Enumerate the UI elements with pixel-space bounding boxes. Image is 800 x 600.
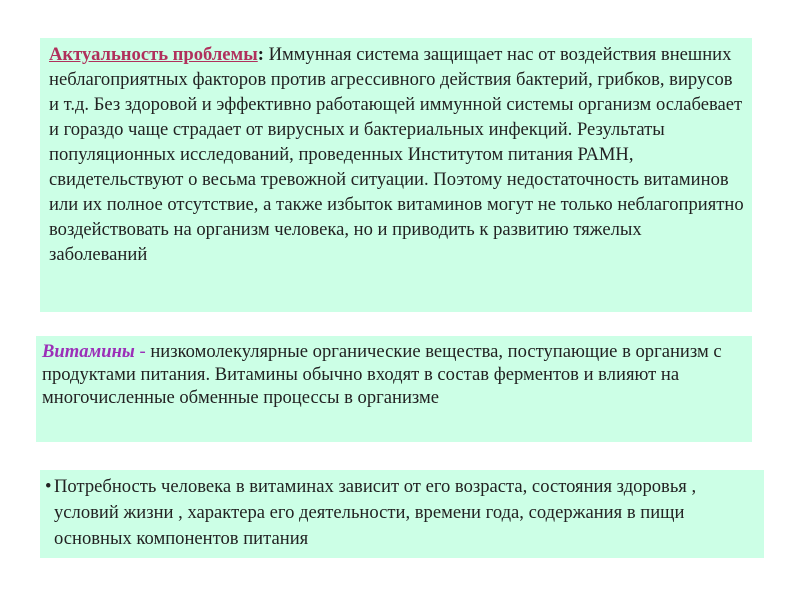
needs-block: [40, 470, 764, 558]
relevance-heading: Актуальность проблемы: [49, 44, 258, 65]
relevance-colon: :: [257, 44, 264, 65]
vitamins-text: низкомолекулярные органические вещества, поступающие в организм с продуктами питания. Витамины обычно входят в состав ферментов и влияют на многочисленные обменные процессы в организме: [42, 341, 722, 408]
relevance-paragraph: [49, 42, 744, 267]
relevance-text: Иммунная система защищает нас от воздействия внешних неблагоприятных факторов против агрессивного действия бактерий, грибков, вирусов и т.д. Без здоровой и эффективно работающей иммунной системы организм ослабевает и гораздо чаще страдает от вирусных и бактериальных инфекций. Результаты популяционных исследований, проведенных Институтом питания РАМН, свидетельствуют о весьма тревожной ситуации. Поэтому недостаточность витаминов или их полное отсутствие, а также избыток витаминов могут не только неблагоприятно воздействовать на организм человека, но и приводить к развитию тяжелых заболеваний: [49, 44, 744, 265]
vitamins-term: Витамины: [42, 341, 135, 362]
relevance-block: [40, 38, 752, 312]
bullet-icon: •: [45, 476, 52, 497]
needs-text: Потребность человека в витаминах зависит от его возраста, состояния здоровья , условий жизни , характера его деятельности, времени года, содержания в пищи основных компонентов питания: [54, 476, 697, 549]
needs-list-item: [45, 474, 758, 552]
vitamins-dash: -: [134, 341, 151, 362]
vitamins-definition-block: [36, 336, 752, 442]
vitamins-paragraph: [42, 340, 748, 409]
